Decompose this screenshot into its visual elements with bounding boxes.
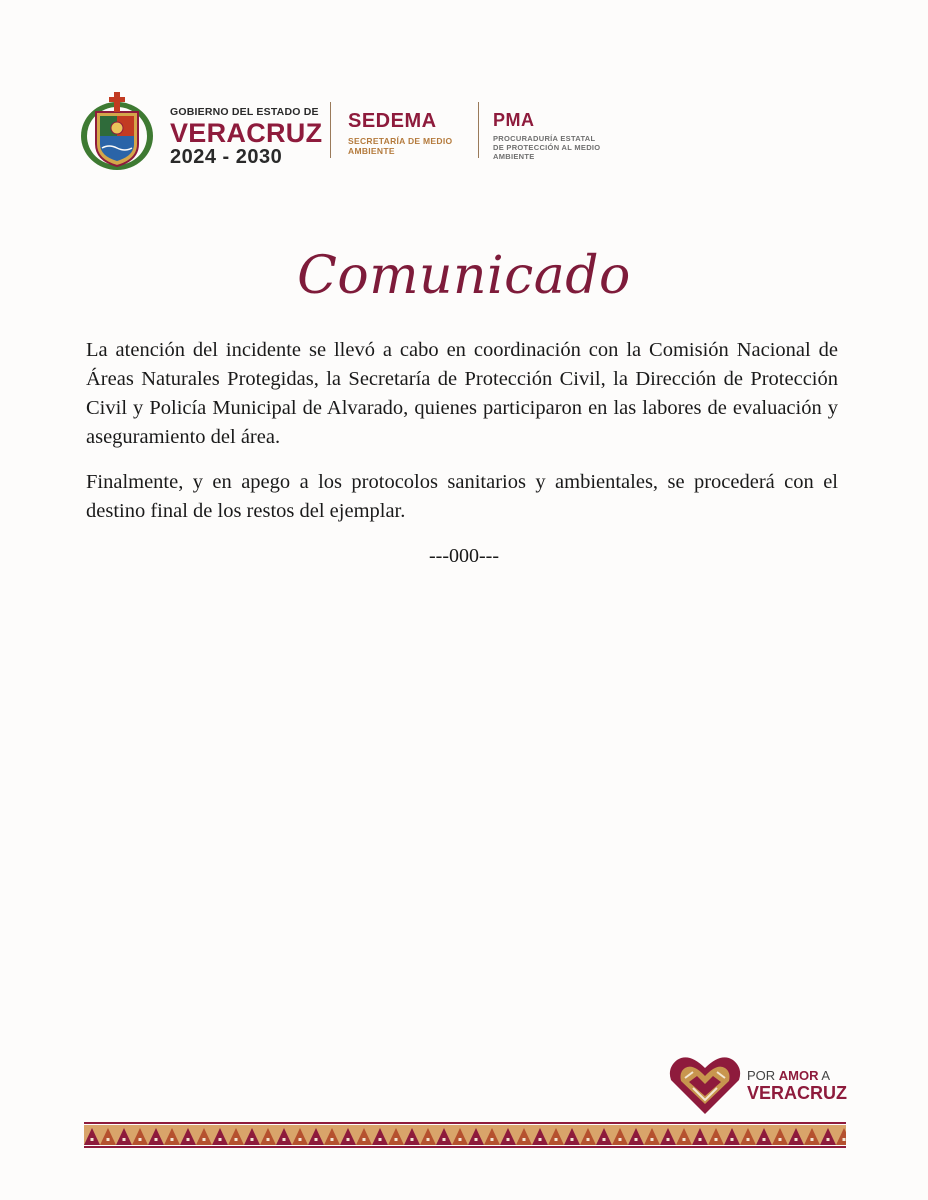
- slogan-suffix: A: [821, 1068, 831, 1083]
- border-dot: [235, 1138, 238, 1141]
- border-dot: [827, 1138, 830, 1141]
- document-title: Comunicado: [297, 246, 631, 306]
- border-dot: [107, 1138, 110, 1141]
- border-dot: [475, 1138, 478, 1141]
- decorative-border: [84, 1122, 846, 1148]
- gov-years: 2024 - 2030: [170, 146, 283, 168]
- border-dot: [555, 1138, 558, 1141]
- gov-label: GOBIERNO DEL ESTADO DE: [170, 106, 319, 118]
- pma-subtitle: PROCURADURÍA ESTATAL DE PROTECCIÓN AL MEDIO AMBIENTE: [493, 134, 601, 161]
- pma-block: [493, 110, 623, 161]
- gov-state: VERACRUZ: [170, 118, 323, 148]
- border-dot: [139, 1138, 142, 1141]
- border-dot: [731, 1138, 734, 1141]
- border-dot: [347, 1138, 350, 1141]
- border-dot: [379, 1138, 382, 1141]
- heart-icon: [667, 1054, 743, 1116]
- border-dot: [523, 1138, 526, 1141]
- slogan: [747, 1068, 857, 1103]
- border-dot: [123, 1138, 126, 1141]
- border-dot: [747, 1138, 750, 1141]
- header-divider: [330, 102, 331, 158]
- border-dot: [331, 1138, 334, 1141]
- border-dot: [715, 1138, 718, 1141]
- sedema-name: SEDEMA: [348, 110, 437, 132]
- slogan-amor: AMOR: [778, 1068, 819, 1083]
- slogan-prefix: POR: [747, 1068, 776, 1083]
- sedema-subtitle: SECRETARÍA DE MEDIO AMBIENTE: [348, 136, 453, 156]
- border-dot: [459, 1138, 462, 1141]
- border-dot: [443, 1138, 446, 1141]
- border-dot: [683, 1138, 686, 1141]
- border-dot: [667, 1138, 670, 1141]
- border-dot: [363, 1138, 366, 1141]
- coat-of-arms-icon: [78, 88, 156, 172]
- document-body: [86, 336, 838, 542]
- border-dot: [539, 1138, 542, 1141]
- border-dot: [187, 1138, 190, 1141]
- border-dot: [603, 1138, 606, 1141]
- slogan-state: VERACRUZ: [747, 1083, 848, 1103]
- border-dot: [507, 1138, 510, 1141]
- border-dot: [795, 1138, 798, 1141]
- border-dot: [587, 1138, 590, 1141]
- border-dot: [635, 1138, 638, 1141]
- border-dot: [395, 1138, 398, 1141]
- letterhead: [78, 88, 638, 178]
- border-dot: [267, 1138, 270, 1141]
- border-dot: [251, 1138, 254, 1141]
- border-dot: [779, 1138, 782, 1141]
- border-dot: [203, 1138, 206, 1141]
- border-dot: [299, 1138, 302, 1141]
- border-dot: [171, 1138, 174, 1141]
- border-dot: [651, 1138, 654, 1141]
- border-dot: [491, 1138, 494, 1141]
- border-dot: [315, 1138, 318, 1141]
- border-dot: [763, 1138, 766, 1141]
- border-dot: [811, 1138, 814, 1141]
- border-dot: [155, 1138, 158, 1141]
- footer-logo: [667, 1054, 857, 1116]
- border-dot: [699, 1138, 702, 1141]
- border-dot: [571, 1138, 574, 1141]
- border-dot: [91, 1138, 94, 1141]
- border-dot: [283, 1138, 286, 1141]
- sedema-block: [348, 110, 478, 156]
- pma-name: PMA: [493, 110, 535, 130]
- border-dot: [219, 1138, 222, 1141]
- border-dot: [843, 1138, 846, 1141]
- paragraph: La atención del incidente se llevó a cabo en coordinación con la Comisión Nacional de Áreas Naturales Protegidas, la Secretaría de Protección Civil, la Dirección de Protección Civil y Policía Municipal de Alvarado, quienes participaron en las labores de evaluación y aseguramiento del área.: [86, 339, 838, 448]
- paragraph: Finalmente, y en apego a los protocolos sanitarios y ambientales, se procederá con el destino final de los restos del ejemplar.: [86, 471, 838, 522]
- slogan-top-line: [747, 1068, 857, 1083]
- border-dot: [411, 1138, 414, 1141]
- border-dot: [427, 1138, 430, 1141]
- header-divider: [478, 102, 479, 158]
- closing-mark: ---000---: [429, 545, 499, 567]
- border-dot: [619, 1138, 622, 1141]
